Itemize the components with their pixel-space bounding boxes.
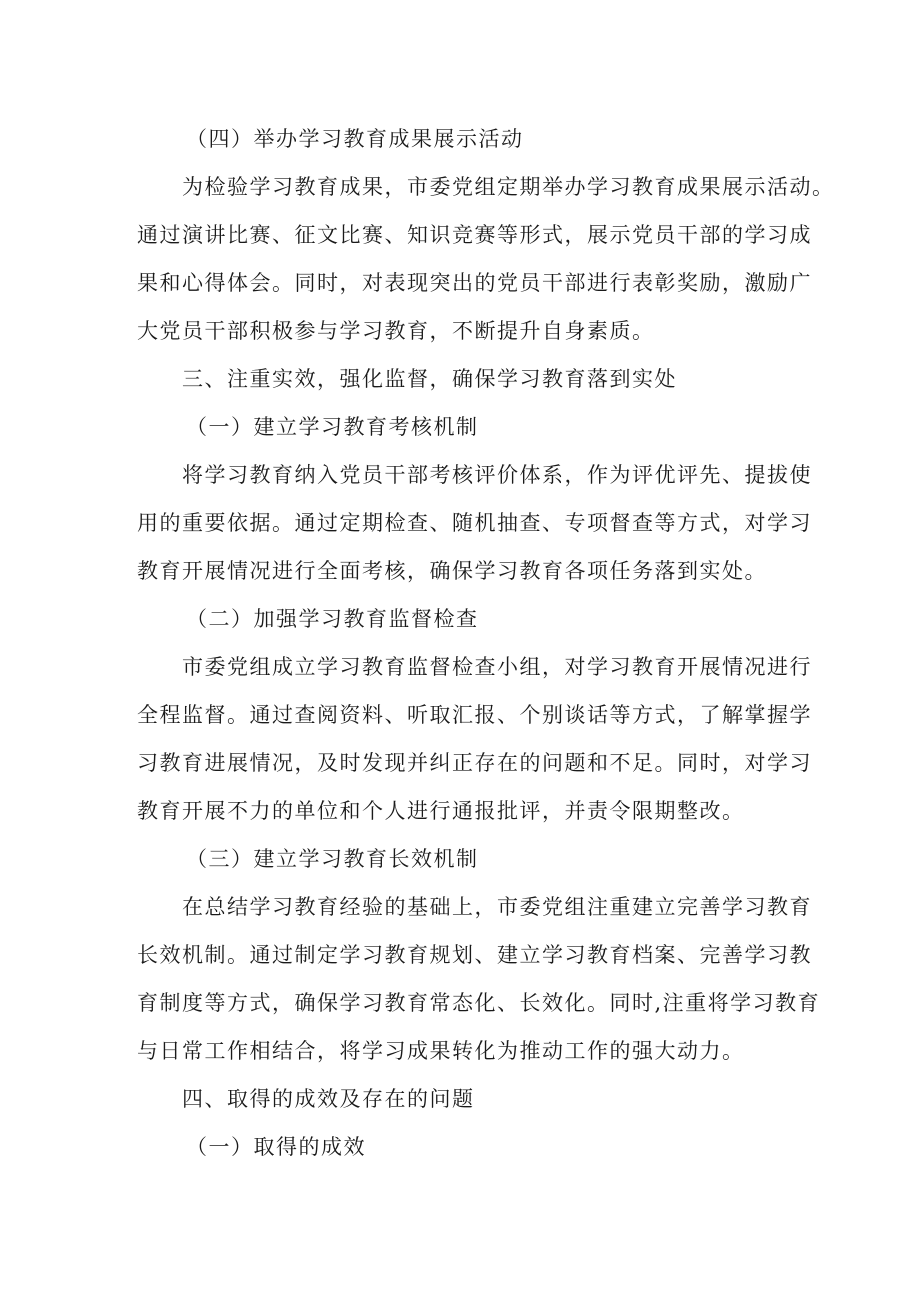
paragraph-line: 大党员干部积极参与学习教育，不断提升自身素质。 [137, 319, 655, 343]
paragraph-line: 通过演讲比赛、征文比赛、知识竞赛等形式，展示党员干部的学习成 [137, 223, 812, 247]
paragraph-line: 为检验学习教育成果，市委党组定期举办学习教育成果展示活动。 [182, 175, 835, 199]
paragraph-line: 在总结学习教育经验的基础上，市委党组注重建立完善学习教育 [182, 895, 812, 919]
paragraph-line: 长效机制。通过制定学习教育规划、建立学习教育档案、完善学习教 [137, 943, 812, 967]
paragraph-line: 市委党组成立学习教育监督检查小组，对学习教育开展情况进行 [182, 655, 812, 679]
paragraph-line: 全程监督。通过查阅资料、听取汇报、个别谈话等方式，了解掌握学 [137, 703, 812, 727]
paragraph-line: 习教育进展情况，及时发现并纠正存在的问题和不足。同时，对学习 [137, 751, 812, 775]
paragraph-line: 果和心得体会。同时，对表现突出的党员干部进行表彰奖励，激励广 [137, 271, 812, 295]
paragraph-line: 用的重要依据。通过定期检查、随机抽查、专项督查等方式，对学习 [137, 511, 812, 535]
subheading-one: （一）建立学习教育考核机制 [186, 415, 479, 439]
paragraph-line: 将学习教育纳入党员干部考核评价体系，作为评优评先、提拔使 [182, 463, 812, 487]
section-heading-three: 三、注重实效，强化监督，确保学习教育落到实处 [182, 367, 677, 391]
subheading-four: （四）举办学习教育成果展示活动 [186, 127, 524, 151]
subheading-two: （二）加强学习教育监督检查 [186, 607, 479, 631]
section-heading-four: 四、取得的成效及存在的问题 [182, 1087, 475, 1111]
subheading-achievements: （一）取得的成效 [186, 1135, 366, 1159]
paragraph-line: 与日常工作相结合，将学习成果转化为推动工作的强大动力。 [137, 1039, 745, 1063]
paragraph-line: 教育开展不力的单位和个人进行通报批评，并责令限期整改。 [137, 799, 745, 823]
subheading-three: （三）建立学习教育长效机制 [186, 847, 479, 871]
paragraph-line: 教育开展情况进行全面考核，确保学习教育各项任务落到实处。 [137, 559, 767, 583]
paragraph-line: 育制度等方式，确保学习教育常态化、长效化。同时,注重将学习教育 [137, 991, 821, 1015]
